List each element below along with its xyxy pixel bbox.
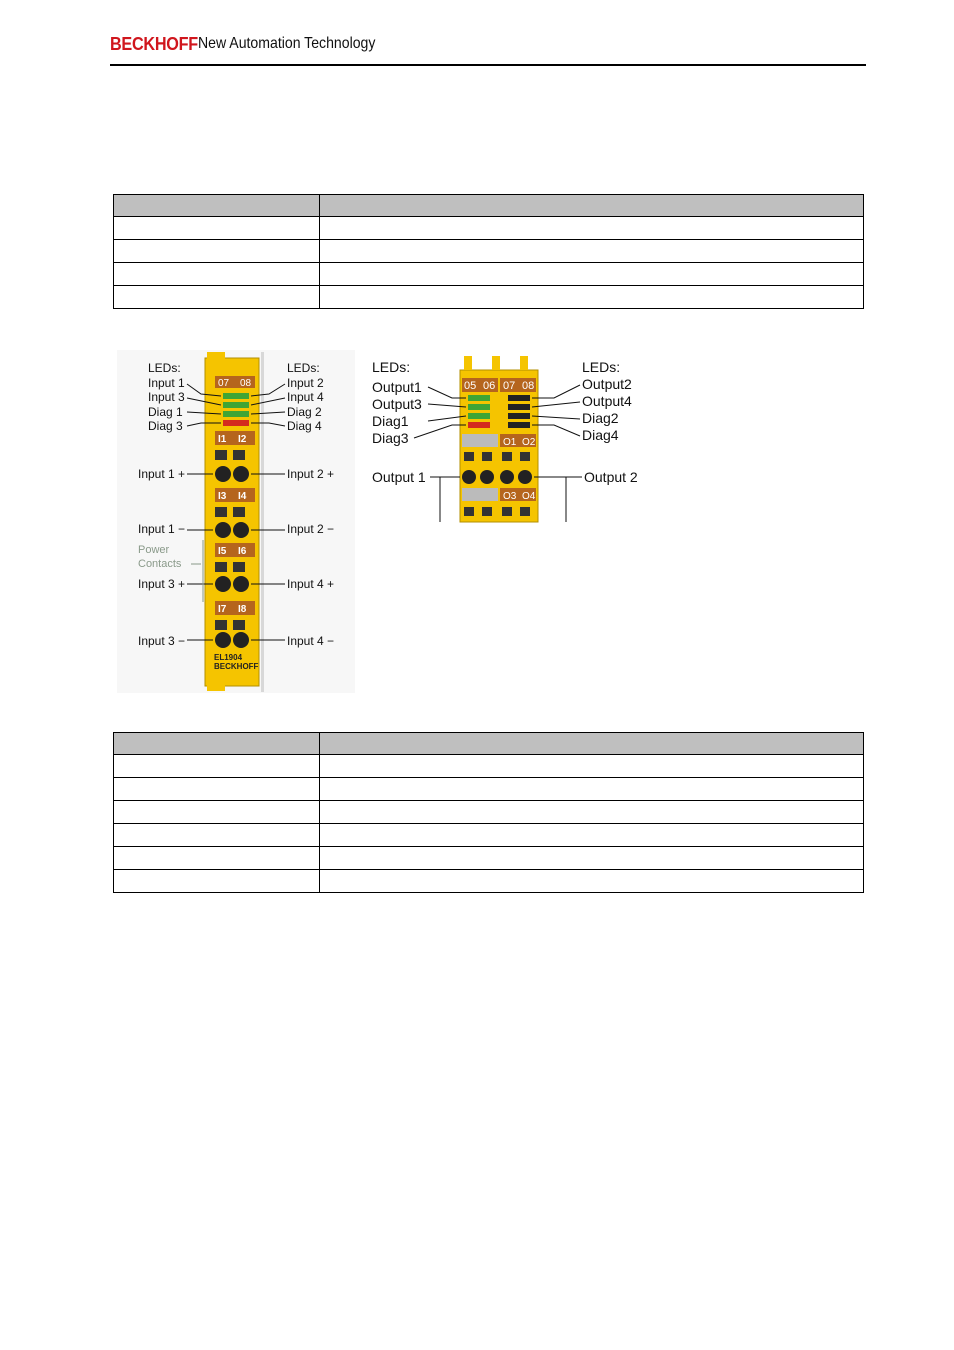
table-row <box>114 824 864 847</box>
table-cell <box>320 870 864 893</box>
slot-label: O1 <box>503 437 517 448</box>
table-cell <box>114 217 320 240</box>
table-header-row <box>114 195 864 217</box>
table-row <box>114 801 864 824</box>
table-cell <box>114 263 320 286</box>
brand-name: BECKHOFF <box>110 34 198 54</box>
output-label-right: Output 2 <box>584 469 638 485</box>
header-tagline: New Automation Technology <box>198 35 376 52</box>
slot-label: O3 <box>503 491 517 502</box>
led-label: Output4 <box>582 393 632 409</box>
table-cell <box>114 778 320 801</box>
table-row <box>114 286 864 309</box>
table-cell <box>320 286 864 309</box>
led-output4 <box>508 404 530 410</box>
table-row <box>114 778 864 801</box>
table-cell <box>114 847 320 870</box>
bottom-latch <box>207 683 225 691</box>
table-cell <box>114 801 320 824</box>
led-label: Input 1 <box>148 376 185 390</box>
terminal-label: Input 3 − <box>138 634 186 648</box>
table-cell <box>114 195 320 217</box>
figure-el1904 <box>117 350 355 693</box>
terminal-point <box>518 470 532 484</box>
top-latch <box>207 352 225 360</box>
terminal-point <box>233 522 249 538</box>
terminal-point <box>462 470 476 484</box>
led-diag4 <box>508 422 530 428</box>
leds-title-right: LEDs: <box>582 359 621 375</box>
slot-label: I2 <box>238 434 247 445</box>
slot-label: I1 <box>218 434 227 445</box>
led-label: Input 4 <box>287 390 324 404</box>
slot-label: O2 <box>522 437 536 448</box>
terminal-point <box>233 576 249 592</box>
led-label: Input 2 <box>287 376 324 390</box>
table-cell <box>320 801 864 824</box>
led-label: Diag 3 <box>148 419 183 433</box>
terminal-label: Input 4 + <box>287 577 335 591</box>
led-diag3 <box>468 422 490 428</box>
brand-logo <box>110 34 208 55</box>
led-label: Input 3 <box>148 390 185 404</box>
led-diag1 <box>468 413 490 419</box>
leds-title-right: LEDs: <box>287 361 320 375</box>
table-cell <box>320 263 864 286</box>
table-cell <box>320 778 864 801</box>
top-label-b: 08 <box>240 378 252 389</box>
power-contacts-label: Power <box>138 544 170 556</box>
table-row <box>114 240 864 263</box>
slot-label: I6 <box>238 546 247 557</box>
slot-row-2 <box>215 488 255 502</box>
output-label-left: Output 1 <box>372 469 426 485</box>
led-output1 <box>468 395 490 401</box>
terminal-point <box>215 522 231 538</box>
table-cell <box>320 195 864 217</box>
table-row <box>114 217 864 240</box>
led-label: Output2 <box>582 376 632 392</box>
table-cell <box>114 755 320 778</box>
terminal-point <box>215 466 231 482</box>
slot-label: I8 <box>238 604 247 615</box>
terminal-point <box>500 470 514 484</box>
led-diag2 <box>508 413 530 419</box>
led-label: Diag1 <box>372 413 409 429</box>
top-label: 05 <box>464 380 477 392</box>
slot-label: I3 <box>218 491 227 502</box>
slot-label: I7 <box>218 604 227 615</box>
led-label: Diag4 <box>582 427 619 443</box>
led-output2 <box>508 395 530 401</box>
led-diag1-diag2 <box>223 411 249 417</box>
terminal-point <box>233 632 249 648</box>
led-label: Output3 <box>372 396 422 412</box>
figure-el2904 <box>368 352 644 524</box>
terminal-label: Input 3 + <box>138 577 186 591</box>
slot-row-4 <box>215 601 255 615</box>
terminal-point <box>215 632 231 648</box>
leds-title-left: LEDs: <box>372 359 411 375</box>
led-diag3-diag4 <box>223 420 249 426</box>
terminal-point <box>233 466 249 482</box>
led-label: Diag2 <box>582 410 619 426</box>
table-header-row <box>114 733 864 755</box>
slot-label: I4 <box>238 491 247 502</box>
table-cell <box>320 824 864 847</box>
slot-row-1 <box>215 431 255 445</box>
table-cell <box>320 847 864 870</box>
table-cell <box>114 286 320 309</box>
led-label: Diag 2 <box>287 405 322 419</box>
slot-label: O4 <box>522 491 536 502</box>
power-contacts-label: Contacts <box>138 558 182 570</box>
top-label: 08 <box>522 380 535 392</box>
table-row <box>114 870 864 893</box>
leds-title-left: LEDs: <box>148 361 181 375</box>
spec-table-2 <box>113 732 864 893</box>
terminal-label: Input 1 − <box>138 522 186 536</box>
maker-label: BECKHOFF <box>214 662 259 671</box>
led-label: Diag3 <box>372 430 409 446</box>
table-row <box>114 263 864 286</box>
led-input3-input4 <box>223 402 249 408</box>
top-label: 07 <box>503 380 516 392</box>
table-cell <box>114 240 320 263</box>
spec-table-1 <box>113 194 864 309</box>
table-cell <box>320 217 864 240</box>
terminal-label: Input 4 − <box>287 634 335 648</box>
slot-label: I5 <box>218 546 227 557</box>
table-cell <box>114 824 320 847</box>
table-cell <box>114 733 320 755</box>
table-row <box>114 847 864 870</box>
top-label: 06 <box>483 380 496 392</box>
terminal-point <box>480 470 494 484</box>
terminal-label: Input 2 + <box>287 467 335 481</box>
led-output3 <box>468 404 490 410</box>
terminal-point <box>215 576 231 592</box>
led-label: Diag 4 <box>287 419 322 433</box>
led-label: Diag 1 <box>148 405 183 419</box>
table-cell <box>320 733 864 755</box>
led-label: Output1 <box>372 379 422 395</box>
table-cell <box>114 870 320 893</box>
led-input1-input2 <box>223 393 249 399</box>
terminal-label: Input 2 − <box>287 522 335 536</box>
top-label-a: 07 <box>218 378 230 389</box>
model-label: EL1904 <box>214 653 243 662</box>
table-row <box>114 755 864 778</box>
table-cell <box>320 755 864 778</box>
slot-row-3 <box>215 543 255 557</box>
terminal-label: Input 1 + <box>138 467 186 481</box>
page-header <box>110 30 866 66</box>
table-cell <box>320 240 864 263</box>
